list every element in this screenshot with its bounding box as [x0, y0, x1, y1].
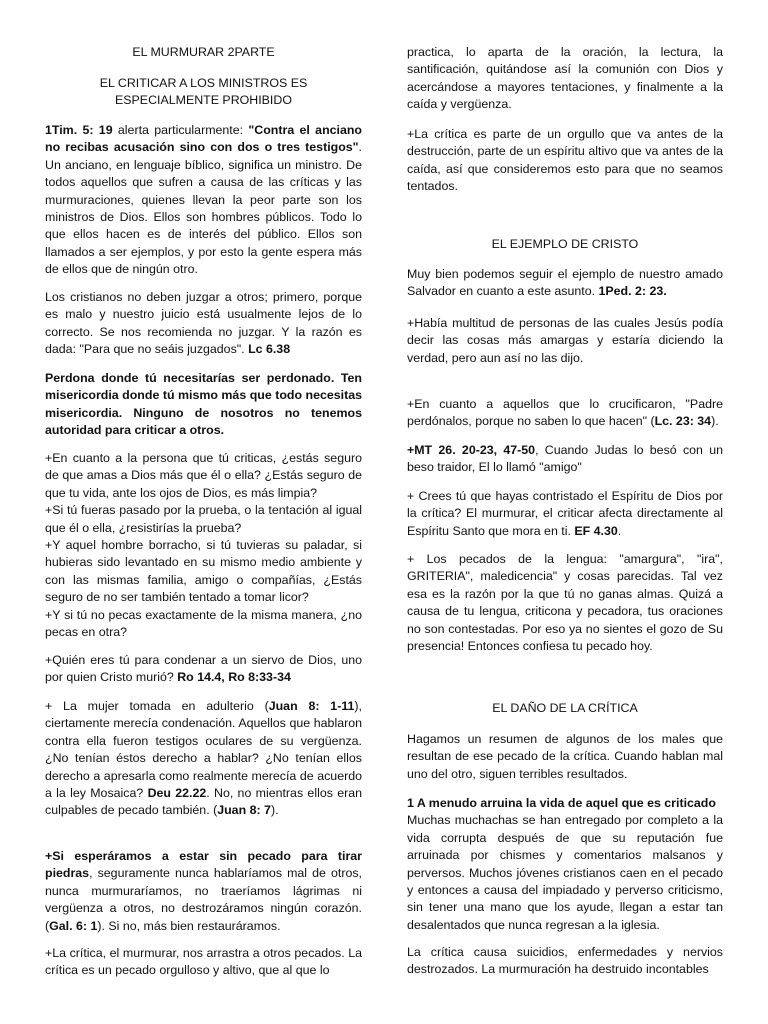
paragraph: Los cristianos no deben juzgar a otros; primero, porque es malo y nuestro juicio está usualmente lejos de lo correcto. Se nos recomienda no juzgar. Y la razón es dada: "Para que no seáis juzgados". Lc 6.38 — [45, 290, 362, 357]
emphasis-paragraph: Perdona donde tú necesitarías ser perdonado. Ten misericordia donde tú mismo más que todo necesitas misericordia. Ninguno de nosotros no tenemos autoridad para criticar a otros. — [45, 371, 362, 438]
bible-reference: Lc 6.38 — [248, 342, 291, 357]
paragraph: 1 A menudo arruina la vida de aquel que es criticado Muchas muchachas se han entregado por completo a la vida corrupta después de que su reputación fue arruinada por chismes y comentarios malsanos y perversos. Muchos jóvenes cristianos caen en el pecado y entonces a causa del impiadado y perverso criticismo, sin tener una mano que los ayude, llegan a estar tan desalentados que nunca regresan a la iglesia. — [407, 796, 723, 932]
paragraph: +En cuanto a la persona que tú criticas, ¿estás seguro de que amas a Dios más que él o ella? ¿Estás seguro de que tu vida, ante los ojos de Dios, es más limpia? +Si tú fueras pasado por la prueba, o la tentación al igual que él o ella, ¿resistirías la prueba? +Y aquel hombre borracho, si tú tuvieras su paladar, si hubieras sido levantado en su mismo medio ambiente y con las mismas familia, amigo o compañías, ¿Estás seguro de no ser también tentado a tomar licor? +Y si tú no pecas exactamente de la misma manera, ¿no pecas en otra? — [45, 451, 362, 640]
paragraph: + Crees tú que hayas contristado el Espíritu de Dios por la crítica? El murmurar, el criticar afecta directamente al Espíritu Santo que mora en ti. EF 4.30. — [407, 489, 723, 538]
bible-reference: EF 4.30 — [574, 523, 618, 538]
paragraph: 1Tim. 5: 19 alerta particularmente: "Contra el anciano no recibas acusación sino con dos o tres testigos". Un anciano, en lenguaje bíblico, significa un ministro. De todos aquellos que sufren a causa de las críticas y las murmuraciones, quienes llevan la peor parte son los ministros de Dios. Ellos son hombres públicos. Todo lo que ellos hacen es de interés del público. Ellos son llamados a ser ejemplos, y por esto la gente espera más de ellos que de ningún otro. — [45, 123, 363, 277]
paragraph: practica, lo aparta de la oración, la lectura, la santificación, quitándose así la comunión con Dios y acercándose a mayores tentaciones, y finalmente a la caída y vergüenza. — [407, 45, 723, 112]
bible-reference: Ro 14.4, Ro 8:33-34 — [177, 670, 291, 685]
paragraph: + La mujer tomada en adulterio (Juan 8: 1-11), ciertamente merecía condenación. Aquellos que hablaron contra ella fueron testigos oculares de su vergüenza. ¿No tenían éstos derecho a hablar? ¿No tenían ellos derecho a apresarla como realmente merecía de acuerdo a la ley Mosaica? Deu 22.22. No, no mientras ellos eran culpables de pecado también. (Juan 8: 7). — [45, 699, 362, 818]
paragraph: +Había multitud de personas de las cuales Jesús podía decir las cosas más amargas y estaría diciendo la verdad, pero aun así no las dijo. — [407, 316, 723, 365]
bible-quote: "Contra el anciano no recibas acusación sino con dos o tres testigos" — [45, 123, 363, 155]
paragraph: +Quién eres tú para condenar a un siervo de Dios, uno por quien Cristo murió? Ro 14.4, Ro 8:33-34 — [45, 653, 362, 685]
section-heading: EL EJEMPLO DE CRISTO — [491, 237, 639, 251]
bible-reference: Deu 22.22 — [147, 786, 207, 801]
paragraph: La crítica causa suicidios, enfermedades y nervios destrozados. La murmuración ha destruido incontables — [407, 945, 723, 977]
paragraph: Muy bien podemos seguir el ejemplo de nuestro amado Salvador en cuanto a este asunto. 1Ped. 2: 23. — [407, 267, 723, 299]
paragraph: + Los pecados de la lengua: "amargura", "ira", GRITERIA", maledicencia" y cosas parecidas. Tal vez esa es la razón por la que tú no ganas almas. Quizá a causa de tu lengua, criticona y pecadora, tus oraciones no son contestadas. Por eso ya no sientes el gozo de Su presencia! Entonces confiesa tu pecado hoy. — [407, 552, 723, 654]
bible-reference: 1Ped. 2: 23. — [598, 284, 667, 299]
paragraph: +MT 26. 20-23, 47-50, Cuando Judas lo besó con un beso traidor, El lo llamó "amigo" — [407, 443, 723, 475]
section-heading: EL DAÑO DE LA CRÍTICA — [492, 701, 638, 715]
paragraph: +Si esperáramos a estar sin pecado para tirar piedras, seguramente nunca hablaríamos mal de otros, nunca murmuraríamos, no traeríamos lágrimas ni vergüenza a otros, no destrozáramos ningún corazón. (Gal. 6: 1). Si no, más bien restauráramos. — [45, 849, 362, 933]
bible-reference: Juan 8: 1-11 — [268, 699, 355, 713]
paragraph: +En cuanto a aquellos que lo crucificaron, "Padre perdónalos, porque no saben lo que hacen" (Lc. 23: 34). — [407, 397, 723, 429]
bible-reference: Gal. 6: 1 — [49, 918, 98, 933]
document-title: EL MURMURAR 2PARTE — [132, 45, 275, 59]
document-subtitle: EL CRITICAR A LOS MINISTROS ES ESPECIALMENTE PROHIBIDO — [99, 76, 308, 108]
bible-reference: Juan 8: 7 — [217, 803, 271, 818]
paragraph: +La crítica es parte de un orgullo que va antes de la destrucción, parte de un espíritu altivo que va antes de la caída, así que consideremos esto para que no seamos tentados. — [407, 127, 723, 194]
paragraph: Hagamos un resumen de algunos de los males que resultan de ese pecado de la crítica. Cuando hablan mal uno del otro, siguen terribles resultados. — [407, 732, 723, 781]
bible-reference: Lc. 23: 34 — [654, 414, 712, 429]
bible-reference: +MT 26. 20-23, 47-50 — [407, 443, 536, 457]
paragraph: +La crítica, el murmurar, nos arrastra a otros pecados. La crítica es un pecado orgulloso y altivo, que al que lo — [45, 946, 362, 978]
bible-reference: 1Tim. 5: 19 — [45, 123, 113, 137]
